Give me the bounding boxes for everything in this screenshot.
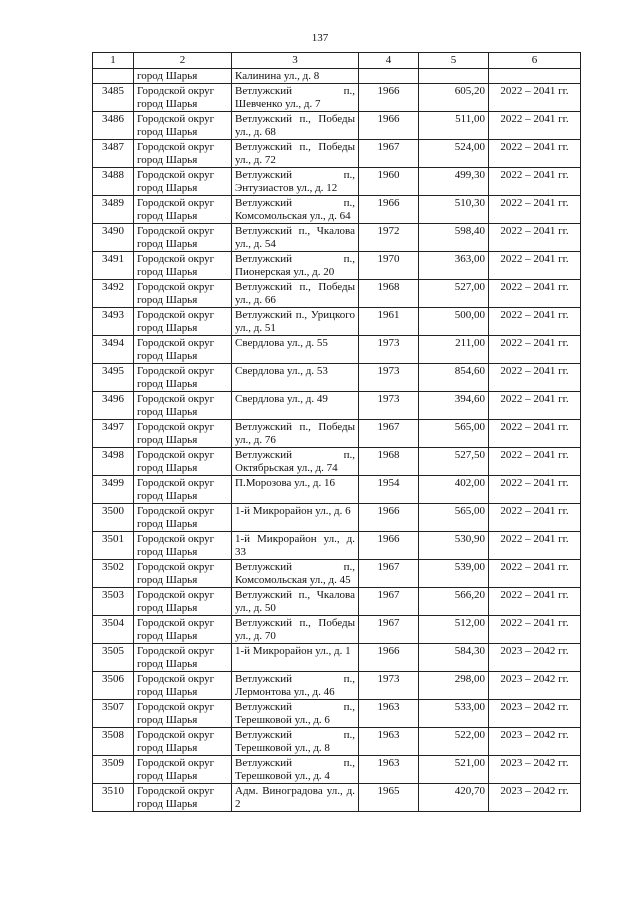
- period-cell: 2023 – 2042 гг.: [489, 784, 581, 812]
- period-cell: 2022 – 2041 гг.: [489, 224, 581, 252]
- period-cell: 2023 – 2042 гг.: [489, 672, 581, 700]
- area-cell: 510,30: [419, 196, 489, 224]
- area-cell: 298,00: [419, 672, 489, 700]
- year-cell: 1973: [359, 336, 419, 364]
- year-cell: 1966: [359, 196, 419, 224]
- address-cell: Свердлова ул., д. 55: [232, 336, 359, 364]
- period-cell: 2023 – 2042 гг.: [489, 728, 581, 756]
- row-number-cell: 3508: [93, 728, 134, 756]
- area-cell: 584,30: [419, 644, 489, 672]
- table-row: [93, 84, 581, 112]
- period-cell: 2022 – 2041 гг.: [489, 532, 581, 560]
- district-cell: Городской округ город Шарья: [134, 420, 232, 448]
- year-cell: 1968: [359, 448, 419, 476]
- row-number-cell: 3506: [93, 672, 134, 700]
- district-cell: Городской округ город Шарья: [134, 756, 232, 784]
- address-cell: Ветлужский п., Комсомольская ул., д. 45: [232, 560, 359, 588]
- period-cell: 2022 – 2041 гг.: [489, 112, 581, 140]
- address-cell: Ветлужский п., Шевченко ул., д. 7: [232, 84, 359, 112]
- district-cell: Городской округ город Шарья: [134, 140, 232, 168]
- table-row: [93, 560, 581, 588]
- table-row: [93, 504, 581, 532]
- area-cell: 521,00: [419, 756, 489, 784]
- row-number-cell: 3510: [93, 784, 134, 812]
- period-cell: 2023 – 2042 гг.: [489, 644, 581, 672]
- period-cell: 2022 – 2041 гг.: [489, 560, 581, 588]
- table-row: [93, 728, 581, 756]
- address-cell: Ветлужский п., Октябрьская ул., д. 74: [232, 448, 359, 476]
- table-row: [93, 476, 581, 504]
- year-cell: 1966: [359, 84, 419, 112]
- year-cell: [359, 68, 419, 84]
- area-cell: 565,00: [419, 504, 489, 532]
- area-cell: [419, 68, 489, 84]
- row-number-cell: 3507: [93, 700, 134, 728]
- district-cell: Городской округ город Шарья: [134, 196, 232, 224]
- period-cell: 2023 – 2042 гг.: [489, 756, 581, 784]
- table-row: [93, 392, 581, 420]
- period-cell: 2023 – 2042 гг.: [489, 700, 581, 728]
- area-cell: 530,90: [419, 532, 489, 560]
- address-cell: Ветлужский п., Победы ул., д. 68: [232, 112, 359, 140]
- header-row: [93, 53, 581, 69]
- period-cell: 2022 – 2041 гг.: [489, 252, 581, 280]
- area-cell: 499,30: [419, 168, 489, 196]
- period-cell: 2022 – 2041 гг.: [489, 140, 581, 168]
- district-cell: Городской округ город Шарья: [134, 560, 232, 588]
- district-cell: Городской округ город Шарья: [134, 392, 232, 420]
- area-cell: 511,00: [419, 112, 489, 140]
- row-number-cell: 3488: [93, 168, 134, 196]
- area-cell: 566,20: [419, 588, 489, 616]
- district-cell: Городской округ город Шарья: [134, 336, 232, 364]
- area-cell: 565,00: [419, 420, 489, 448]
- column-header: 5: [419, 53, 489, 69]
- period-cell: 2022 – 2041 гг.: [489, 308, 581, 336]
- area-cell: 420,70: [419, 784, 489, 812]
- row-number-cell: 3486: [93, 112, 134, 140]
- address-cell: Ветлужский п., Победы ул., д. 66: [232, 280, 359, 308]
- period-cell: 2022 – 2041 гг.: [489, 476, 581, 504]
- area-cell: 524,00: [419, 140, 489, 168]
- district-cell: Городской округ город Шарья: [134, 784, 232, 812]
- district-cell: Городской округ город Шарья: [134, 224, 232, 252]
- period-cell: 2022 – 2041 гг.: [489, 336, 581, 364]
- period-cell: 2022 – 2041 гг.: [489, 196, 581, 224]
- column-header: 3: [232, 53, 359, 69]
- row-number-cell: 3485: [93, 84, 134, 112]
- year-cell: 1967: [359, 420, 419, 448]
- period-cell: [489, 68, 581, 84]
- district-cell: Городской округ город Шарья: [134, 504, 232, 532]
- year-cell: 1967: [359, 616, 419, 644]
- year-cell: 1961: [359, 308, 419, 336]
- housing-register-table: [92, 52, 581, 812]
- row-number-cell: 3489: [93, 196, 134, 224]
- table-row: [93, 784, 581, 812]
- address-cell: Ветлужский п., Терешковой ул., д. 8: [232, 728, 359, 756]
- address-cell: Ветлужский п., Чкалова ул., д. 50: [232, 588, 359, 616]
- table-row: [93, 112, 581, 140]
- year-cell: 1973: [359, 392, 419, 420]
- district-cell: Городской округ город Шарья: [134, 644, 232, 672]
- year-cell: 1973: [359, 672, 419, 700]
- year-cell: 1966: [359, 644, 419, 672]
- row-number-cell: 3493: [93, 308, 134, 336]
- table-row: [93, 532, 581, 560]
- address-cell: Ветлужский п., Пионерская ул., д. 20: [232, 252, 359, 280]
- row-number-cell: [93, 68, 134, 84]
- period-cell: 2022 – 2041 гг.: [489, 364, 581, 392]
- year-cell: 1967: [359, 560, 419, 588]
- district-cell: Городской округ город Шарья: [134, 588, 232, 616]
- district-cell: Городской округ город Шарья: [134, 476, 232, 504]
- area-cell: 394,60: [419, 392, 489, 420]
- period-cell: 2022 – 2041 гг.: [489, 168, 581, 196]
- period-cell: 2022 – 2041 гг.: [489, 420, 581, 448]
- area-cell: 539,00: [419, 560, 489, 588]
- year-cell: 1973: [359, 364, 419, 392]
- table-row: [93, 224, 581, 252]
- table-body: [93, 68, 581, 812]
- district-cell: Городской округ город Шарья: [134, 308, 232, 336]
- table-row: [93, 756, 581, 784]
- table-row: [93, 448, 581, 476]
- area-cell: 533,00: [419, 700, 489, 728]
- period-cell: 2022 – 2041 гг.: [489, 588, 581, 616]
- area-cell: 605,20: [419, 84, 489, 112]
- table-row: [93, 336, 581, 364]
- row-number-cell: 3487: [93, 140, 134, 168]
- area-cell: 211,00: [419, 336, 489, 364]
- year-cell: 1972: [359, 224, 419, 252]
- address-cell: Ветлужский п., Победы ул., д. 70: [232, 616, 359, 644]
- district-cell: Городской округ город Шарья: [134, 700, 232, 728]
- address-cell: Ветлужский п., Лермонтова ул., д. 46: [232, 672, 359, 700]
- address-cell: Ветлужский п., Урицкого ул., д. 51: [232, 308, 359, 336]
- area-cell: 854,60: [419, 364, 489, 392]
- district-cell: Городской округ город Шарья: [134, 112, 232, 140]
- column-header: 1: [93, 53, 134, 69]
- year-cell: 1966: [359, 504, 419, 532]
- page-number: 137: [311, 32, 329, 44]
- address-cell: Ветлужский п., Чкалова ул., д. 54: [232, 224, 359, 252]
- row-number-cell: 3490: [93, 224, 134, 252]
- row-number-cell: 3494: [93, 336, 134, 364]
- area-cell: 402,00: [419, 476, 489, 504]
- row-number-cell: 3505: [93, 644, 134, 672]
- row-number-cell: 3495: [93, 364, 134, 392]
- year-cell: 1966: [359, 112, 419, 140]
- table-row: [93, 616, 581, 644]
- table-row: [93, 308, 581, 336]
- address-cell: Ветлужский п., Победы ул., д. 72: [232, 140, 359, 168]
- row-number-cell: 3501: [93, 532, 134, 560]
- row-number-cell: 3492: [93, 280, 134, 308]
- district-cell: Городской округ город Шарья: [134, 616, 232, 644]
- period-cell: 2022 – 2041 гг.: [489, 616, 581, 644]
- address-cell: Калинина ул., д. 8: [232, 68, 359, 84]
- table-row: [93, 168, 581, 196]
- row-number-cell: 3502: [93, 560, 134, 588]
- table-row: [93, 672, 581, 700]
- period-cell: 2022 – 2041 гг.: [489, 84, 581, 112]
- address-cell: Ветлужский п., Терешковой ул., д. 6: [232, 700, 359, 728]
- table-row: [93, 280, 581, 308]
- row-number-cell: 3496: [93, 392, 134, 420]
- address-cell: Ветлужский п., Терешковой ул., д. 4: [232, 756, 359, 784]
- year-cell: 1963: [359, 728, 419, 756]
- column-header: 2: [134, 53, 232, 69]
- area-cell: 363,00: [419, 252, 489, 280]
- district-cell: Городской округ город Шарья: [134, 728, 232, 756]
- period-cell: 2022 – 2041 гг.: [489, 448, 581, 476]
- address-cell: 1-й Микрорайон ул., д. 1: [232, 644, 359, 672]
- table-row: [93, 196, 581, 224]
- table-row: [93, 68, 581, 84]
- district-cell: Городской округ город Шарья: [134, 168, 232, 196]
- area-cell: 500,00: [419, 308, 489, 336]
- address-cell: 1-й Микрорайон ул., д. 33: [232, 532, 359, 560]
- table-row: [93, 140, 581, 168]
- district-cell: Городской округ город Шарья: [134, 84, 232, 112]
- address-cell: Свердлова ул., д. 49: [232, 392, 359, 420]
- table-row: [93, 588, 581, 616]
- year-cell: 1965: [359, 784, 419, 812]
- area-cell: 527,00: [419, 280, 489, 308]
- row-number-cell: 3500: [93, 504, 134, 532]
- address-cell: 1-й Микрорайон ул., д. 6: [232, 504, 359, 532]
- table-row: [93, 700, 581, 728]
- district-cell: Городской округ город Шарья: [134, 532, 232, 560]
- table-row: [93, 420, 581, 448]
- area-cell: 522,00: [419, 728, 489, 756]
- column-header: 6: [489, 53, 581, 69]
- area-cell: 598,40: [419, 224, 489, 252]
- table-row: [93, 644, 581, 672]
- row-number-cell: 3499: [93, 476, 134, 504]
- period-cell: 2022 – 2041 гг.: [489, 504, 581, 532]
- period-cell: 2022 – 2041 гг.: [489, 392, 581, 420]
- year-cell: 1966: [359, 532, 419, 560]
- address-cell: Ветлужский п., Комсомольская ул., д. 64: [232, 196, 359, 224]
- address-cell: Ветлужский п., Победы ул., д. 76: [232, 420, 359, 448]
- year-cell: 1963: [359, 756, 419, 784]
- row-number-cell: 3503: [93, 588, 134, 616]
- area-cell: 512,00: [419, 616, 489, 644]
- district-cell: Городской округ город Шарья: [134, 252, 232, 280]
- district-cell: Городской округ город Шарья: [134, 280, 232, 308]
- year-cell: 1968: [359, 280, 419, 308]
- address-cell: Адм. Виноградова ул., д. 2: [232, 784, 359, 812]
- table-row: [93, 252, 581, 280]
- district-cell: Городской округ город Шарья: [134, 448, 232, 476]
- district-cell: город Шарья: [134, 68, 232, 84]
- column-header: 4: [359, 53, 419, 69]
- address-cell: Ветлужский п., Энтузиастов ул., д. 12: [232, 168, 359, 196]
- row-number-cell: 3497: [93, 420, 134, 448]
- table-row: [93, 364, 581, 392]
- year-cell: 1967: [359, 140, 419, 168]
- row-number-cell: 3491: [93, 252, 134, 280]
- year-cell: 1963: [359, 700, 419, 728]
- year-cell: 1967: [359, 588, 419, 616]
- year-cell: 1970: [359, 252, 419, 280]
- row-number-cell: 3498: [93, 448, 134, 476]
- district-cell: Городской округ город Шарья: [134, 672, 232, 700]
- row-number-cell: 3504: [93, 616, 134, 644]
- year-cell: 1954: [359, 476, 419, 504]
- area-cell: 527,50: [419, 448, 489, 476]
- district-cell: Городской округ город Шарья: [134, 364, 232, 392]
- period-cell: 2022 – 2041 гг.: [489, 280, 581, 308]
- row-number-cell: 3509: [93, 756, 134, 784]
- address-cell: Свердлова ул., д. 53: [232, 364, 359, 392]
- address-cell: П.Морозова ул., д. 16: [232, 476, 359, 504]
- year-cell: 1960: [359, 168, 419, 196]
